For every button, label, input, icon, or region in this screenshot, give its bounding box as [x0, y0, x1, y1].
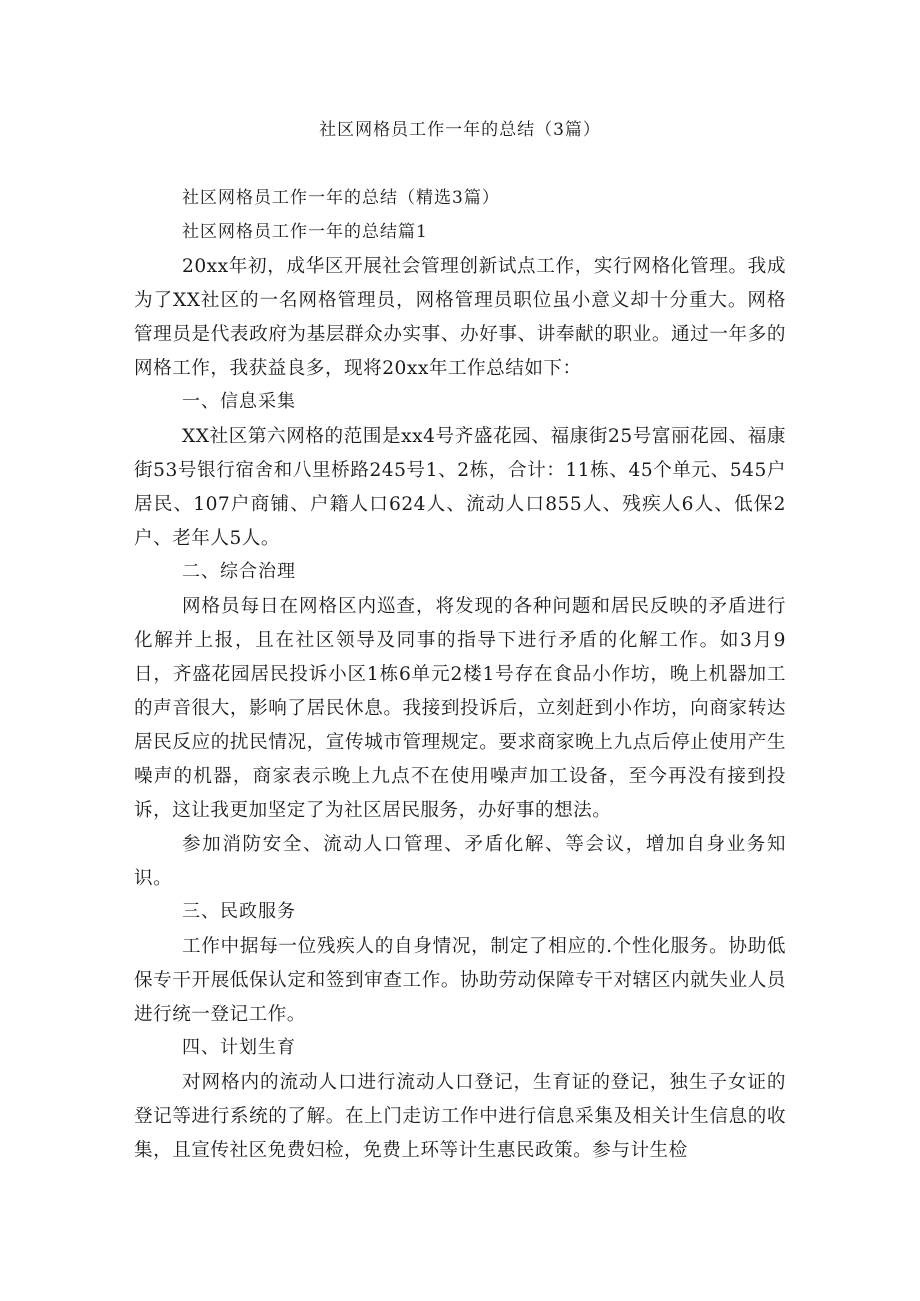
- intro-paragraph: 20xx年初，成华区开展社会管理创新试点工作，实行网格化管理。我成为了XX社区的一名网格管理员，网格管理员职位虽小意义却十分重大。网格管理员是代表政府为基层群众办实事、办好事、讲奉献的职业。通过一年多的网格工作，我获益良多，现将20xx年工作总结如下：: [134, 256, 786, 379]
- heading-civil-affairs: 三、民政服务: [182, 901, 296, 922]
- heading-family-planning: 四、计划生育: [182, 1037, 296, 1058]
- paragraph-meetings: 参加消防安全、流动人口管理、矛盾化解、等会议，增加自身业务知识。: [134, 834, 786, 889]
- section-title: 社区网格员工作一年的总结篇1: [182, 222, 428, 242]
- document-subtitle: 社区网格员工作一年的总结（精选3篇）: [182, 188, 500, 208]
- paragraph-comprehensive-governance: 网格员每日在网格区内巡查，将发现的各种问题和居民反映的矛盾进行化解并上报，且在社区领导及同事的指导下进行矛盾的化解工作。如3月9日，齐盛花园居民投诉小区1栋6单元2楼1号存在食品小作坊，晚上机器加工的声音很大，影响了居民休息。我接到投诉后，立刻赶到小作坊，向商家转达居民反应的扰民情况，宣传城市管理规定。要求商家晚上九点后停止使用产生噪声的机器，商家表示晚上九点不在使用噪声加工设备，至今再没有接到投诉，这让我更加坚定了为社区居民服务，办好事的想法。: [134, 596, 786, 821]
- paragraph-info-collection: XX社区第六网格的范围是xx4号齐盛花园、福康街25号富丽花园、福康街53号银行宿舍和八里桥路245号1、2栋，合计：11栋、45个单元、545户居民、107户商铺、户籍人口624人、流动人口855人、残疾人6人、低保2户、老年人5人。: [134, 426, 786, 549]
- heading-comprehensive-governance: 二、综合治理: [182, 561, 296, 582]
- document-title: 社区网格员工作一年的总结（3篇）: [319, 120, 601, 140]
- paragraph-family-planning: 对网格内的流动人口进行流动人口登记，生育证的登记，独生子女证的登记等进行系统的了解。在上门走访工作中进行信息采集及相关计生信息的收集，且宣传社区免费妇检，免费上环等计生惠民政策。参与计生检: [134, 1072, 786, 1161]
- paragraph-civil-affairs: 工作中据每一位残疾人的自身情况，制定了相应的.个性化服务。协助低保专干开展低保认定和签到审查工作。协助劳动保障专干对辖区内就失业人员进行统一登记工作。: [134, 936, 786, 1025]
- heading-info-collection: 一、信息采集: [182, 391, 296, 412]
